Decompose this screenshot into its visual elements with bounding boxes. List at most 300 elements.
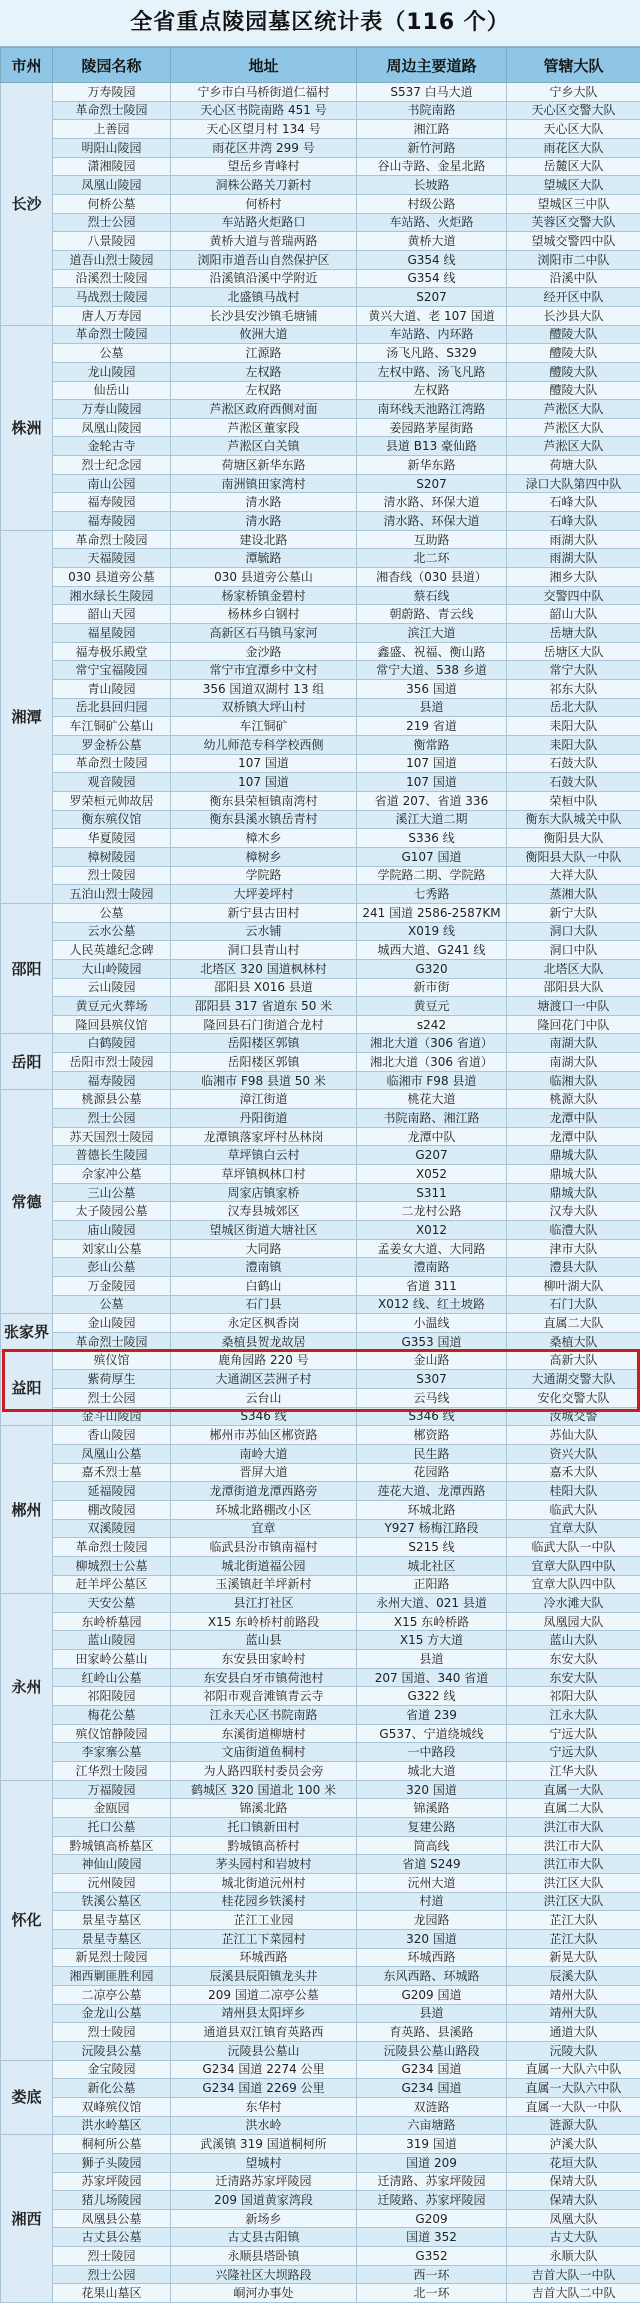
table-row xyxy=(1,2209,640,2228)
brigade-cell: 天心区交警大队 xyxy=(507,101,640,120)
brigade-cell: 资兴大队 xyxy=(507,1444,640,1463)
cemetery-name-cell: 香山陵园 xyxy=(53,1426,171,1445)
road-cell: 新竹河路 xyxy=(357,138,507,157)
road-cell: 正阳路 xyxy=(357,1575,507,1594)
road-cell: 县道 B13 豪仙路 xyxy=(357,437,507,456)
brigade-cell: 新晃大队 xyxy=(507,1948,640,1967)
table-row xyxy=(1,2284,640,2303)
road-cell: X15 东岭桥路 xyxy=(357,1612,507,1631)
cemetery-name-cell: 金龙山公墓 xyxy=(53,2004,171,2023)
brigade-cell: 醴陵大队 xyxy=(507,344,640,363)
road-cell: 320 国道 xyxy=(357,1780,507,1799)
cemetery-name-cell: 道吾山烈士陵园 xyxy=(53,250,171,269)
address-cell: 攸洲大道 xyxy=(171,325,357,344)
table-row xyxy=(1,1780,640,1799)
address-cell: G234 国道 2269 公里 xyxy=(171,2079,357,2098)
cemetery-name-cell: 托口公墓 xyxy=(53,1818,171,1837)
table-row xyxy=(1,2172,640,2191)
address-cell: 杨家桥镇金碧村 xyxy=(171,586,357,605)
road-cell: 省道 207、省道 336 xyxy=(357,791,507,810)
address-cell: 建设北路 xyxy=(171,530,357,549)
table-row xyxy=(1,1631,640,1650)
address-cell: 南洲镇田家湾村 xyxy=(171,474,357,493)
table-row xyxy=(1,1127,640,1146)
address-cell: 江源路 xyxy=(171,344,357,363)
road-cell: 锦溪路 xyxy=(357,1799,507,1818)
brigade-cell: 岳塘大队 xyxy=(507,624,640,643)
brigade-cell: 荷塘大队 xyxy=(507,456,640,475)
brigade-cell: 宜章大队四中队 xyxy=(507,1556,640,1575)
address-cell: 雨花区井湾 299 号 xyxy=(171,138,357,157)
address-cell: 浏阳市道吾山自然保护区 xyxy=(171,250,357,269)
table-row xyxy=(1,1892,640,1911)
cemetery-name-cell: 湘西剿匪胜利园 xyxy=(53,1967,171,1986)
address-cell: 县江打社区 xyxy=(171,1594,357,1613)
cemetery-name-cell: 沿溪烈士陵园 xyxy=(53,269,171,288)
cemetery-name-cell: 神仙山陵园 xyxy=(53,1855,171,1874)
address-cell: 隆回县石门街道合龙村 xyxy=(171,1015,357,1034)
address-cell: 芦淞区董家段 xyxy=(171,418,357,437)
address-cell: 天心区望月村 134 号 xyxy=(171,120,357,139)
brigade-cell: 韶山大队 xyxy=(507,605,640,624)
table-row xyxy=(1,1314,640,1333)
brigade-cell: 洞口中队 xyxy=(507,941,640,960)
address-cell: 黔城镇高桥村 xyxy=(171,1836,357,1855)
address-cell: 城北街道沅州村 xyxy=(171,1874,357,1893)
road-cell: 溪江大道二期 xyxy=(357,810,507,829)
table-row xyxy=(1,176,640,195)
cemetery-name-cell: 黄豆元火葬场 xyxy=(53,997,171,1016)
table-row xyxy=(1,400,640,419)
road-cell: 城西大道、G241 线 xyxy=(357,941,507,960)
address-cell: 郴州市苏仙区郴资路 xyxy=(171,1426,357,1445)
table-row xyxy=(1,1762,640,1781)
brigade-cell: 临武大队 xyxy=(507,1500,640,1519)
header-cemetery-name: 陵园名称 xyxy=(53,48,171,83)
table-row xyxy=(1,922,640,941)
table-title: 全省重点陵园墓区统计表（116 个） xyxy=(0,0,640,47)
address-cell: 东溪街道柳塘村 xyxy=(171,1724,357,1743)
brigade-cell: 芦淞区大队 xyxy=(507,400,640,419)
brigade-cell: 芦淞区大队 xyxy=(507,418,640,437)
road-cell: 小温线 xyxy=(357,1314,507,1333)
brigade-cell: 祁东大队 xyxy=(507,680,640,699)
cemetery-name-cell: 仙岳山 xyxy=(53,381,171,400)
table-row xyxy=(1,1388,640,1407)
address-cell: 大同路 xyxy=(171,1239,357,1258)
road-cell: 107 国道 xyxy=(357,754,507,773)
cemetery-name-cell: 韶山天园 xyxy=(53,605,171,624)
table-row xyxy=(1,1165,640,1184)
cemetery-name-cell: 烈士陵园 xyxy=(53,866,171,885)
brigade-cell: 临湘大队 xyxy=(507,1071,640,1090)
address-cell: 双桥镇大坪山村 xyxy=(171,698,357,717)
cemetery-name-cell: 隆回县殡仪馆 xyxy=(53,1015,171,1034)
cemetery-name-cell: 革命烈士陵园 xyxy=(53,1538,171,1557)
brigade-cell: 直属一大队 xyxy=(507,1780,640,1799)
address-cell: 草坪镇枫林口村 xyxy=(171,1165,357,1184)
table-row xyxy=(1,1948,640,1967)
cemetery-name-cell: 烈士公园 xyxy=(53,1388,171,1407)
cemetery-name-cell: 桐柯所公墓 xyxy=(53,2135,171,2154)
brigade-cell: 岳北大队 xyxy=(507,698,640,717)
road-cell: 省道 239 xyxy=(357,1706,507,1725)
address-cell: 030 县道旁公墓山 xyxy=(171,568,357,587)
table-row xyxy=(1,941,640,960)
cemetery-name-cell: 三山公墓 xyxy=(53,1183,171,1202)
brigade-cell: 望城区大队 xyxy=(507,176,640,195)
table-row xyxy=(1,1351,640,1370)
road-cell: 县道 xyxy=(357,1650,507,1669)
road-cell: 县道 xyxy=(357,2004,507,2023)
table-row xyxy=(1,1034,640,1053)
cemetery-name-cell: 古丈县公墓 xyxy=(53,2228,171,2247)
road-cell: 迁清路、苏家坪陵园 xyxy=(357,2172,507,2191)
address-cell: 通道县双江镇育英路西 xyxy=(171,2023,357,2042)
table-row xyxy=(1,1594,640,1613)
road-cell: 左权中路、汤飞凡路 xyxy=(357,362,507,381)
brigade-cell: 江华大队 xyxy=(507,1762,640,1781)
road-cell: 蔡石线 xyxy=(357,586,507,605)
address-cell: 托口镇新田村 xyxy=(171,1818,357,1837)
road-cell: 一中路段 xyxy=(357,1743,507,1762)
cemetery-name-cell: 革命烈士陵园 xyxy=(53,325,171,344)
cemetery-name-cell: 人民英雄纪念碑 xyxy=(53,941,171,960)
brigade-cell: 沅陵大队 xyxy=(507,2041,640,2060)
brigade-cell: 涟源大队 xyxy=(507,2116,640,2135)
brigade-cell: 鼎城大队 xyxy=(507,1165,640,1184)
table-row xyxy=(1,1444,640,1463)
brigade-cell: 澧县大队 xyxy=(507,1258,640,1277)
road-cell: 筒高线 xyxy=(357,1836,507,1855)
cemetery-name-cell: 凤凰山陵园 xyxy=(53,176,171,195)
table-row xyxy=(1,1985,640,2004)
cemetery-name-cell: 公墓 xyxy=(53,903,171,922)
table-row xyxy=(1,903,640,922)
cemetery-name-cell: 五泊山烈士陵园 xyxy=(53,885,171,904)
city-cell: 常德 xyxy=(1,1090,53,1314)
brigade-cell: 荣桓中队 xyxy=(507,791,640,810)
cemetery-name-cell: 彭山公墓 xyxy=(53,1258,171,1277)
cemetery-name-cell: 猪儿场陵园 xyxy=(53,2191,171,2210)
cemetery-name-cell: 景星寺墓区 xyxy=(53,1929,171,1948)
address-cell: 樟树乡 xyxy=(171,847,357,866)
road-cell: 湘北大道（306 省道） xyxy=(357,1053,507,1072)
road-cell: G537、宁道绕城线 xyxy=(357,1724,507,1743)
table-row xyxy=(1,959,640,978)
table-row xyxy=(1,1650,640,1669)
address-cell: 北塔区 320 国道枫林村 xyxy=(171,959,357,978)
brigade-cell: 沿溪中队 xyxy=(507,269,640,288)
cemetery-name-cell: 嘉禾烈士墓 xyxy=(53,1463,171,1482)
road-cell: 临湘市 F98 县道 xyxy=(357,1071,507,1090)
table-row xyxy=(1,717,640,736)
cemetery-name-cell: 岳北县回归园 xyxy=(53,698,171,717)
brigade-cell: 石峰大队 xyxy=(507,512,640,531)
table-row xyxy=(1,2079,640,2098)
table-row xyxy=(1,83,640,102)
brigade-cell: 长沙县大队 xyxy=(507,306,640,325)
road-cell: 郴资路 xyxy=(357,1426,507,1445)
address-cell: 潭毓路 xyxy=(171,549,357,568)
cemetery-table xyxy=(0,47,640,2303)
brigade-cell: 南湖大队 xyxy=(507,1034,640,1053)
road-cell: 龙园路 xyxy=(357,1911,507,1930)
brigade-cell: 保靖大队 xyxy=(507,2172,640,2191)
brigade-cell: 天心区大队 xyxy=(507,120,640,139)
brigade-cell: 宜章大队四中队 xyxy=(507,1575,640,1594)
brigade-cell: 汉寿大队 xyxy=(507,1202,640,1221)
road-cell: G234 国道 xyxy=(357,2079,507,2098)
road-cell: 桃花大道 xyxy=(357,1090,507,1109)
brigade-cell: 洪江区大队 xyxy=(507,1892,640,1911)
brigade-cell: 安化交警大队 xyxy=(507,1388,640,1407)
address-cell: 茅头园村和岩坡村 xyxy=(171,1855,357,1874)
table-row xyxy=(1,1929,640,1948)
brigade-cell: 蓝山大队 xyxy=(507,1631,640,1650)
brigade-cell: 直属二大队 xyxy=(507,1799,640,1818)
address-cell: 玉溪镇赶羊坪新村 xyxy=(171,1575,357,1594)
brigade-cell: 石鼓大队 xyxy=(507,773,640,792)
road-cell: 新华东路 xyxy=(357,456,507,475)
table-row xyxy=(1,362,640,381)
cemetery-name-cell: 唐人万寿园 xyxy=(53,306,171,325)
cemetery-name-cell: 万福陵园 xyxy=(53,1780,171,1799)
table-row xyxy=(1,1556,640,1575)
cemetery-name-cell: 铁溪公墓区 xyxy=(53,1892,171,1911)
cemetery-name-cell: 云山陵园 xyxy=(53,978,171,997)
cemetery-name-cell: 常宁宝福陵园 xyxy=(53,661,171,680)
cemetery-name-cell: 殡仪馆静陵园 xyxy=(53,1724,171,1743)
address-cell: 古丈县古阳镇 xyxy=(171,2228,357,2247)
brigade-cell: 柳叶湖大队 xyxy=(507,1277,640,1296)
address-cell: 209 国道黄家湾段 xyxy=(171,2191,357,2210)
road-cell: 清水路、环保大道 xyxy=(357,512,507,531)
cemetery-name-cell: 苏家坪陵园 xyxy=(53,2172,171,2191)
table-row xyxy=(1,680,640,699)
address-cell: 芦淞区政府西侧对面 xyxy=(171,400,357,419)
road-cell: 环城北路 xyxy=(357,1500,507,1519)
cemetery-name-cell: 庙山陵园 xyxy=(53,1221,171,1240)
cemetery-name-cell: 八景陵园 xyxy=(53,232,171,251)
cemetery-name-cell: 桃源县公墓 xyxy=(53,1090,171,1109)
cemetery-name-cell: 福寿陵园 xyxy=(53,512,171,531)
address-cell: 岳阳楼区郭镇 xyxy=(171,1034,357,1053)
table-row xyxy=(1,1183,640,1202)
brigade-cell: 洪江市大队 xyxy=(507,1836,640,1855)
cemetery-name-cell: 梅花公墓 xyxy=(53,1706,171,1725)
cemetery-name-cell: 革命烈士陵园 xyxy=(53,1332,171,1351)
address-cell: 洞口县青山村 xyxy=(171,941,357,960)
brigade-cell: 望城交警四中队 xyxy=(507,232,640,251)
road-cell: 鑫盛、祝福、衡山路 xyxy=(357,642,507,661)
cemetery-name-cell: 黔城镇高桥墓区 xyxy=(53,1836,171,1855)
road-cell: 车站路、火炬路 xyxy=(357,213,507,232)
address-cell: 桂花园乡铁溪村 xyxy=(171,1892,357,1911)
address-cell: 鹿角园路 220 号 xyxy=(171,1351,357,1370)
road-cell: 西一环 xyxy=(357,2265,507,2284)
table-row xyxy=(1,1724,640,1743)
brigade-cell: 临武大队一中队 xyxy=(507,1538,640,1557)
table-row xyxy=(1,2135,640,2154)
address-cell: 洞株公路关刀新村 xyxy=(171,176,357,195)
address-cell: 宜章 xyxy=(171,1519,357,1538)
brigade-cell: 湘乡大队 xyxy=(507,568,640,587)
brigade-cell: 津市大队 xyxy=(507,1239,640,1258)
table-row xyxy=(1,232,640,251)
address-cell: 晋屏大道 xyxy=(171,1463,357,1482)
table-row xyxy=(1,1706,640,1725)
cemetery-name-cell: 青山陵园 xyxy=(53,680,171,699)
address-cell: 宁乡市白马桥街道仁福村 xyxy=(171,83,357,102)
address-cell: 新场乡 xyxy=(171,2209,357,2228)
table-row xyxy=(1,344,640,363)
cemetery-name-cell: 紫荷厚生 xyxy=(53,1370,171,1389)
road-cell: 国道 209 xyxy=(357,2153,507,2172)
table-row xyxy=(1,2060,640,2079)
road-cell: 朝蔚路、青云线 xyxy=(357,605,507,624)
cemetery-name-cell: 罗金桥公墓 xyxy=(53,735,171,754)
cemetery-name-cell: 赶羊坪公墓区 xyxy=(53,1575,171,1594)
cemetery-name-cell: 新晃烈士陵园 xyxy=(53,1948,171,1967)
road-cell: 常宁大道、538 乡道 xyxy=(357,661,507,680)
road-cell: 左权路 xyxy=(357,381,507,400)
road-cell: X15 方大道 xyxy=(357,1631,507,1650)
address-cell: 云台山 xyxy=(171,1388,357,1407)
table-row xyxy=(1,2116,640,2135)
address-cell: 邵阳县 X016 县道 xyxy=(171,978,357,997)
road-cell: 姜园路茅屋街路 xyxy=(357,418,507,437)
address-cell: 南岭大道 xyxy=(171,1444,357,1463)
address-cell: 何桥村 xyxy=(171,194,357,213)
brigade-cell: 岳塘区大队 xyxy=(507,642,640,661)
table-row xyxy=(1,474,640,493)
road-cell: S207 xyxy=(357,474,507,493)
table-row xyxy=(1,2228,640,2247)
road-cell: 南环线天池路江湾路 xyxy=(357,400,507,419)
table-row xyxy=(1,1071,640,1090)
address-cell: 永顺县塔卧镇 xyxy=(171,2247,357,2266)
cemetery-name-cell: 上善园 xyxy=(53,120,171,139)
table-row xyxy=(1,493,640,512)
address-cell: 云水铺 xyxy=(171,922,357,941)
address-cell: 黄桥大道与普瑞两路 xyxy=(171,232,357,251)
road-cell: G207 xyxy=(357,1146,507,1165)
table-row xyxy=(1,1146,640,1165)
address-cell: 武溪镇 319 国道桐柯所 xyxy=(171,2135,357,2154)
cemetery-name-cell: 东岭桥墓园 xyxy=(53,1612,171,1631)
road-cell: G353 国道 xyxy=(357,1332,507,1351)
road-cell: 县道 xyxy=(357,698,507,717)
table-row xyxy=(1,997,640,1016)
table-row xyxy=(1,138,640,157)
cemetery-name-cell: 双峰殡仪馆 xyxy=(53,2097,171,2116)
brigade-cell: 浏阳市二中队 xyxy=(507,250,640,269)
road-cell: G320 xyxy=(357,959,507,978)
brigade-cell: 醴陵大队 xyxy=(507,325,640,344)
brigade-cell: 辰溪大队 xyxy=(507,1967,640,1986)
table-row xyxy=(1,1855,640,1874)
road-cell: X012 xyxy=(357,1221,507,1240)
brigade-cell: 望城区三中队 xyxy=(507,194,640,213)
address-cell: 北盛镇马战村 xyxy=(171,288,357,307)
address-cell: X15 东岭桥村前路段 xyxy=(171,1612,357,1631)
road-cell: S537 白马大道 xyxy=(357,83,507,102)
table-row xyxy=(1,325,640,344)
city-cell: 永州 xyxy=(1,1594,53,1781)
brigade-cell: 高新大队 xyxy=(507,1351,640,1370)
address-cell: 芦淞区白关镇 xyxy=(171,437,357,456)
table-row xyxy=(1,1799,640,1818)
table-row xyxy=(1,885,640,904)
cemetery-name-cell: 天福陵园 xyxy=(53,549,171,568)
cemetery-name-cell: 车江铜矿公墓山 xyxy=(53,717,171,736)
brigade-cell: 芦淞区大队 xyxy=(507,437,640,456)
road-cell: Y927 杨梅江路段 xyxy=(357,1519,507,1538)
address-cell: 祁阳市观音滩镇青云寺 xyxy=(171,1687,357,1706)
cemetery-name-cell: 柳城烈士公墓 xyxy=(53,1556,171,1575)
cemetery-name-cell: 凤凰县公墓 xyxy=(53,2209,171,2228)
table-row xyxy=(1,735,640,754)
address-cell: S346 线 xyxy=(171,1407,357,1426)
address-cell: 望城村 xyxy=(171,2153,357,2172)
header-address: 地址 xyxy=(171,48,357,83)
road-cell: 永州大道、021 县道 xyxy=(357,1594,507,1613)
brigade-cell: 耒阳大队 xyxy=(507,735,640,754)
road-cell: 219 省道 xyxy=(357,717,507,736)
cemetery-name-cell: 福寿陵园 xyxy=(53,1071,171,1090)
table-row xyxy=(1,1202,640,1221)
address-cell: 杨林乡白钢村 xyxy=(171,605,357,624)
road-cell: 黄豆元 xyxy=(357,997,507,1016)
table-row xyxy=(1,1090,640,1109)
cemetery-name-cell: 云水公墓 xyxy=(53,922,171,941)
address-cell: 岳阳楼区郭镇 xyxy=(171,1053,357,1072)
brigade-cell: 雨湖大队 xyxy=(507,530,640,549)
road-cell: s242 xyxy=(357,1015,507,1034)
table-row xyxy=(1,288,640,307)
table-row xyxy=(1,866,640,885)
road-cell: 沅州大道 xyxy=(357,1874,507,1893)
cemetery-name-cell: 明阳山陵园 xyxy=(53,138,171,157)
cemetery-name-cell: 岳阳市烈士陵园 xyxy=(53,1053,171,1072)
table-row xyxy=(1,1836,640,1855)
road-cell: 二龙村公路 xyxy=(357,1202,507,1221)
cemetery-name-cell: 大山岭陵园 xyxy=(53,959,171,978)
brigade-cell: 经开区中队 xyxy=(507,288,640,307)
city-cell: 岳阳 xyxy=(1,1034,53,1090)
road-cell: G354 线 xyxy=(357,269,507,288)
address-cell: 芷江工下菜园村 xyxy=(171,1929,357,1948)
address-cell: 峒河办事处 xyxy=(171,2284,357,2303)
road-cell: 241 国道 2586-2587KM xyxy=(357,903,507,922)
road-cell: S207 xyxy=(357,288,507,307)
road-cell: 城北社区 xyxy=(357,1556,507,1575)
address-cell: 车江铜矿 xyxy=(171,717,357,736)
address-cell: 鹤城区 320 国道北 100 米 xyxy=(171,1780,357,1799)
table-row xyxy=(1,418,640,437)
address-cell: 迁清路苏家坪陵园 xyxy=(171,2172,357,2191)
table-row xyxy=(1,1407,640,1426)
road-cell: 谷山寺路、金星北路 xyxy=(357,157,507,176)
cemetery-name-cell: 洪水岭墓区 xyxy=(53,2116,171,2135)
brigade-cell: 临澧大队 xyxy=(507,1221,640,1240)
road-cell: 双涟路 xyxy=(357,2097,507,2116)
brigade-cell: 汝城交警 xyxy=(507,1407,640,1426)
cemetery-name-cell: 新化公墓 xyxy=(53,2079,171,2098)
table-row xyxy=(1,2247,640,2266)
road-cell: 北一环 xyxy=(357,2284,507,2303)
